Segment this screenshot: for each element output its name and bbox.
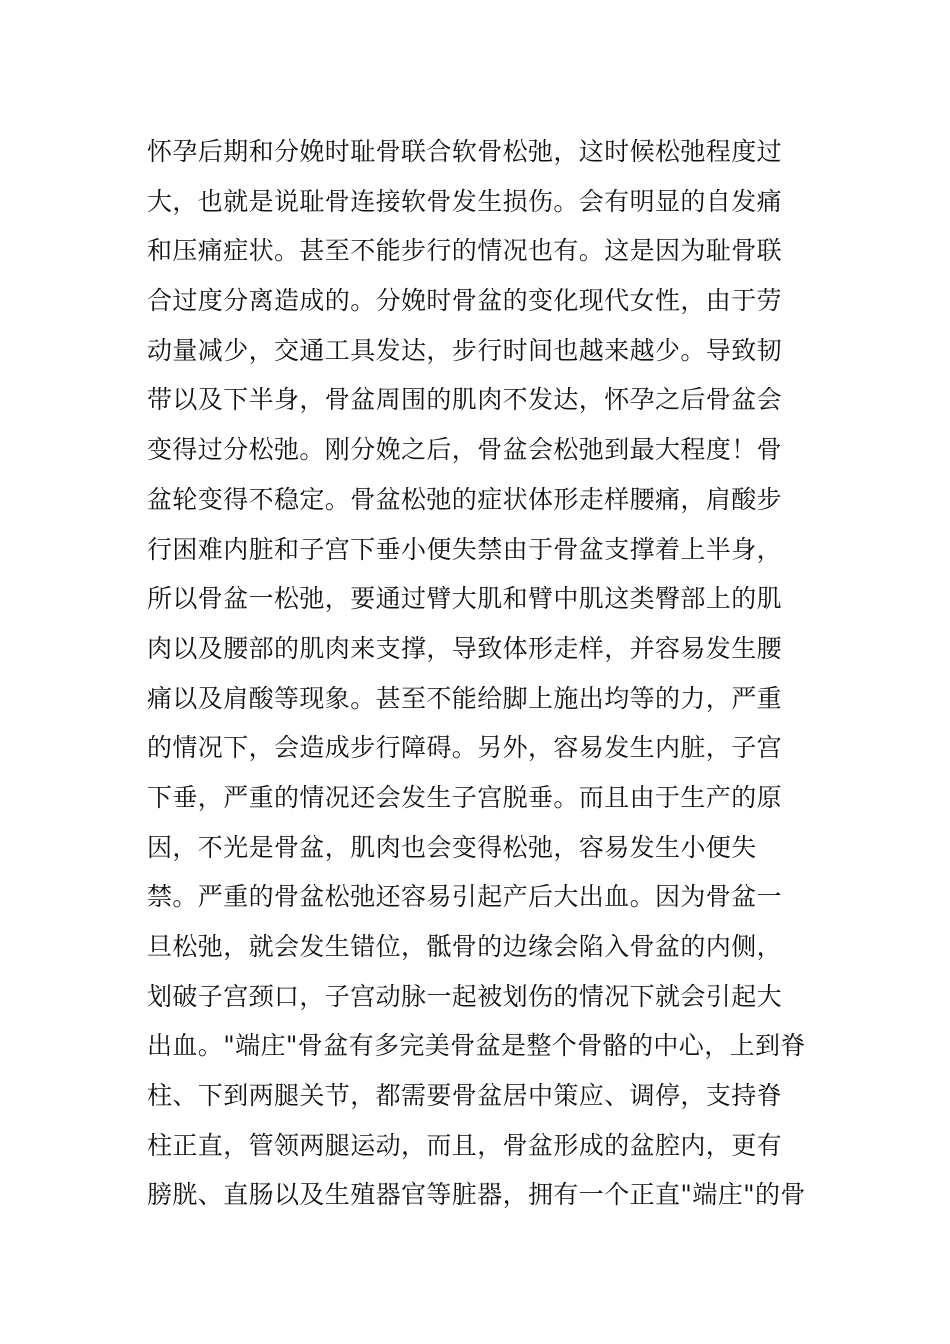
text-line: 柱正直，管领两腿运动，而且，骨盆形成的盆腔内，更有 [147, 1130, 783, 1160]
text-line: 划破子宫颈口，子宫动脉一起被划伤的情况下就会引起大 [147, 981, 783, 1011]
text-line: 膀胱、直肠以及生殖器官等脏器，拥有一个正直"端庄"的骨 [147, 1180, 806, 1210]
text-line: 下垂，严重的情况还会发生子宫脱垂。而且由于生产的原 [147, 782, 783, 812]
text-line: 变得过分松弛。刚分娩之后，骨盆会松弛到最大程度！骨 [147, 435, 783, 465]
text-line: 怀孕后期和分娩时耻骨联合软骨松弛，这时候松弛程度过 [147, 137, 783, 166]
text-line: 禁。严重的骨盆松弛还容易引起产后大出血。因为骨盆一 [147, 882, 783, 912]
text-line: 盆轮变得不稳定。骨盆松弛的症状体形走样腰痛，肩酸步 [147, 484, 783, 514]
body-paragraph [147, 127, 827, 1220]
text-line: 出血。"端庄"骨盆有多完美骨盆是整个骨骼的中心，上到脊 [147, 1031, 806, 1061]
text-line: 合过度分离造成的。分娩时骨盆的变化现代女性，由于劳 [147, 286, 783, 316]
text-line: 和压痛症状。甚至不能步行的情况也有。这是因为耻骨联 [147, 236, 783, 266]
text-line: 动量减少，交通工具发达，步行时间也越来越少。导致韧 [147, 335, 783, 365]
text-line: 所以骨盆一松弛，要通过臂大肌和臂中肌这类臀部上的肌 [147, 584, 783, 614]
text-line: 因，不光是骨盆，肌肉也会变得松弛，容易发生小便失 [147, 832, 757, 862]
text-line: 行困难内脏和子宫下垂小便失禁由于骨盆支撑着上半身， [147, 534, 783, 564]
text-line: 大，也就是说耻骨连接软骨发生损伤。会有明显的自发痛 [147, 186, 783, 216]
text-line: 痛以及肩酸等现象。甚至不能给脚上施出均等的力，严重 [147, 683, 783, 713]
text-line: 的情况下，会造成步行障碍。另外，容易发生内脏，子宫 [147, 733, 783, 763]
text-line: 旦松弛，就会发生错位，骶骨的边缘会陷入骨盆的内侧， [147, 932, 783, 961]
text-line: 带以及下半身，骨盆周围的肌肉不发达，怀孕之后骨盆会 [147, 385, 783, 415]
text-line: 柱、下到两腿关节，都需要骨盆居中策应、调停，支持脊 [147, 1081, 783, 1111]
text-line: 肉以及腰部的肌肉来支撑，导致体形走样，并容易发生腰 [147, 633, 783, 663]
